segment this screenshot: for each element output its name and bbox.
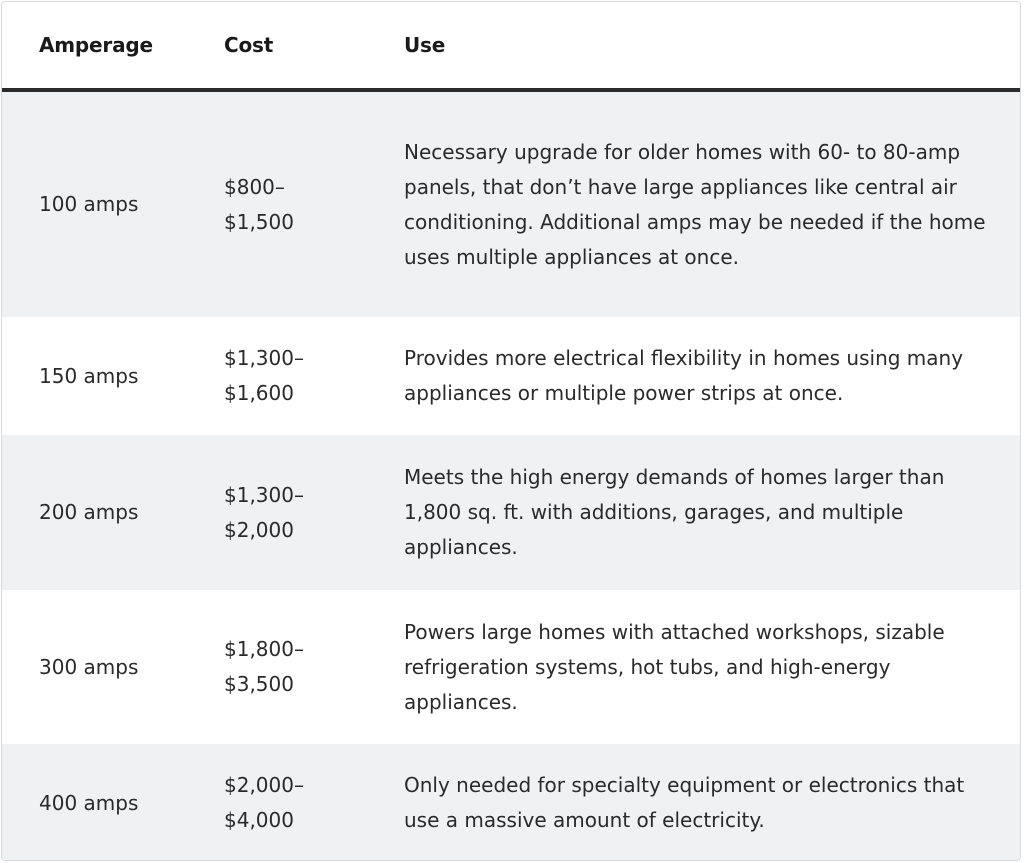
cost-low: $1,300– [224,346,304,370]
amperage-cell: 100 amps [2,90,186,317]
cost-cell [186,90,366,317]
amperage-cell: 400 amps [2,744,186,861]
cost-low: $2,000– [224,773,304,797]
cost-low: $800– [224,174,285,199]
cost-high: $1,600 [224,381,294,405]
amperage-cell: 150 amps [39,363,139,388]
cost-cell [186,317,366,435]
amperage-cell: 200 amps [2,435,186,590]
table-header [2,2,1020,90]
use-cell: Only needed for specialty equipment or electronics that use a massive amount of electricity. [366,744,1020,861]
cost-cell [186,744,366,861]
table-row [2,90,1020,317]
amperage-cell: 300 amps [39,654,139,679]
use-cell: Provides more electrical flexibility in homes using many appliances or multiple power strips at once. [404,346,964,405]
amperage-cost-table [1,1,1021,861]
cost-cell [186,435,366,590]
table-body [2,90,1020,861]
table-row [2,317,1020,435]
cost-high: $3,500 [224,672,294,696]
cost-high: $2,000 [224,517,294,542]
cost-low: $1,800– [224,637,304,661]
column-header-cost: Cost [186,2,366,90]
use-cell: Powers large homes with attached workshops, sizable refrigeration systems, hot tubs, and high-energy appliances. [404,619,945,714]
table-row [2,744,1020,861]
header-row [2,2,1020,90]
data-table [2,2,1020,861]
table-row [2,590,1020,744]
cost-cell [186,590,366,744]
use-cell: Meets the high energy demands of homes larger than 1,800 sq. ft. with additions, garages, and multiple appliances. [366,435,1020,590]
use-cell: Necessary upgrade for older homes with 60- to 80-amp panels, that don’t have large appliances like central air conditioning. Additional amps may be needed if the home uses multiple appliances at once. [366,90,1020,317]
table-row [2,435,1020,590]
column-header-use: Use [366,2,1020,90]
column-header-amperage: Amperage [2,2,186,90]
cost-low: $1,300– [224,482,304,507]
cost-high: $4,000 [224,808,294,832]
cost-high: $1,500 [224,209,294,234]
